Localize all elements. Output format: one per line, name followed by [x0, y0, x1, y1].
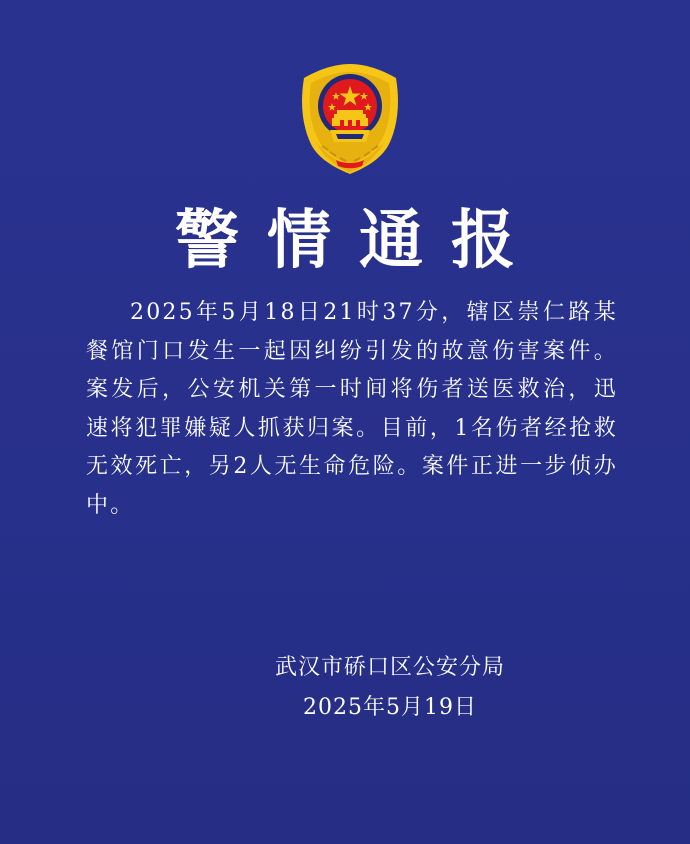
notice-body: 2025年5月18日21时37分，辖区崇仁路某餐馆门口发生一起因纠纷引发的故意伤害案件。案发后，公安机关第一时间将伤者送医救治，迅速将犯罪嫌疑人抓获归案。目前，1名伤者经抢救无效死亡，另2人无生命危险。案件正进一步侦办中。	[86, 300, 618, 518]
notice-title: 警情通报	[175, 204, 543, 278]
police-emblem-icon	[296, 62, 404, 176]
notice-signature	[0, 648, 690, 728]
issuer-name: 武汉市硚口区公安分局	[274, 655, 505, 680]
issue-date: 2025年5月19日	[303, 695, 477, 720]
